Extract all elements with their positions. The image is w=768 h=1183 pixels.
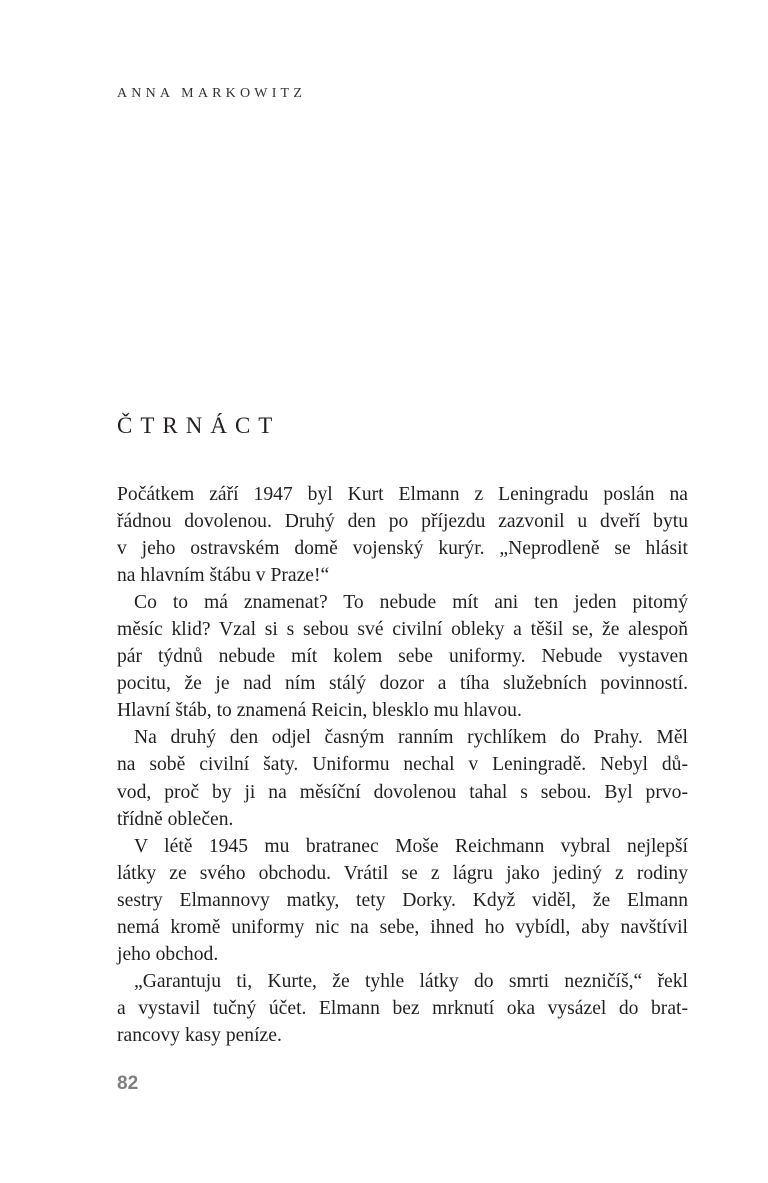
paragraph (117, 589, 688, 724)
text-line: Počátkem září 1947 byl Kurt Elmann z Leningradu poslán na (117, 484, 688, 505)
text-line: Na druhý den odjel časným ranním rychlíkem do Prahy. Měl (134, 727, 688, 749)
text-line: a vystavil tučný účet. Elmann bez mrknutí oka vysázel do brat- (117, 997, 688, 1019)
text-line: V létě 1945 mu bratranec Moše Reichmann vybral nejlepší (134, 835, 688, 857)
text-line: sestry Elmannovy matky, tety Dorky. Když viděl, že Elmann (117, 889, 688, 911)
text-line: měsíc klid? Vzal si s sebou své civilní obleky a těšil se, že alespoň (117, 619, 688, 641)
text-line: Hlavní štáb, to znamená Reicin, blesklo mu hlavou. (117, 700, 522, 722)
text-line: „Garantuju ti, Kurte, že tyhle látky do smrti nezničíš,“ řekl (134, 970, 688, 992)
text-line: jeho obchod. (117, 943, 219, 965)
text-line: látky ze svého obchodu. Vrátil se z lágru jako jediný z rodiny (117, 862, 688, 884)
text-line: řádnou dovolenou. Druhý den po příjezdu zazvonil u dveří bytu (117, 511, 688, 533)
text-line: rancovy kasy peníze. (117, 1024, 282, 1046)
paragraph (117, 481, 688, 589)
chapter-title: ČTRNÁCT (117, 413, 281, 438)
page-number: 82 (117, 1073, 139, 1094)
text-line: pocitu, že je nad ním stálý dozor a tíha služebních povinností. (117, 673, 688, 695)
text-line: nemá kromě uniformy nic na sebe, ihned ho vybídl, aby navštívil (117, 916, 688, 938)
text-line: v jeho ostravském domě vojenský kurýr. „Neprodleně se hlásit (117, 538, 688, 560)
text-line: pár týdnů nebude mít kolem sebe uniformy. Nebude vystaven (117, 646, 688, 668)
text-line: vod, proč by ji na měsíční dovolenou tahal s sebou. Byl prvo- (117, 781, 688, 803)
paragraph (117, 833, 688, 968)
text-line: třídně oblečen. (117, 808, 234, 830)
text-line: na sobě civilní šaty. Uniformu nechal v Leningradě. Nebyl dů- (117, 754, 688, 776)
paragraph (117, 968, 688, 1049)
paragraph (117, 724, 688, 832)
text-line: Co to má znamenat? To nebude mít ani ten jeden pitomý (134, 592, 688, 614)
text-line: na hlavním štábu v Praze!“ (117, 565, 330, 587)
body-text (117, 481, 688, 1049)
running-head: ANNA MARKOWITZ (117, 86, 307, 101)
